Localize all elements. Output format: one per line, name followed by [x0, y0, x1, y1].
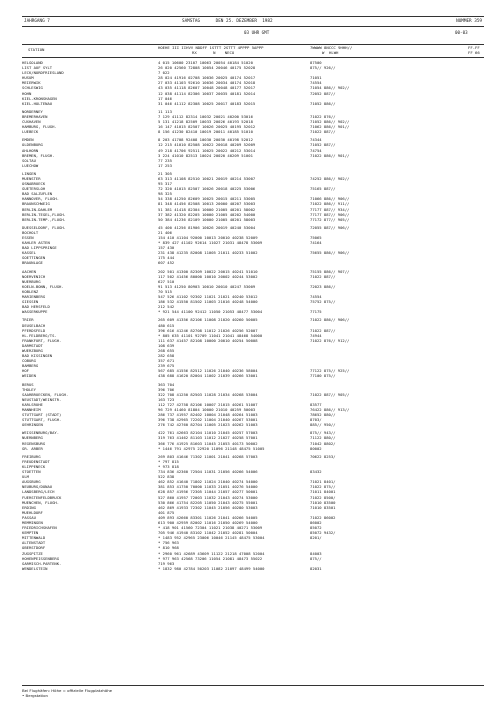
observation-data: 401 875 [158, 509, 175, 515]
observation-data: 17 253 [158, 162, 172, 168]
column-right: 7WWWW 8NCCC 9HHH// [310, 45, 353, 50]
station-name: FREIBURG [22, 453, 41, 459]
observation-data: 50 384 41236 82109 10000 21005 40201 58003 [158, 216, 256, 222]
station-name: BRAUNLAGE [22, 260, 43, 266]
station-name: HUSUM [22, 75, 34, 81]
station-name: MUEHLDORF [22, 509, 43, 515]
observation-extra: 77172 877// 905// [310, 216, 350, 222]
station-name: BRAUNSCHWEIG [22, 201, 50, 207]
table-row [22, 566, 492, 571]
observation-extra: 74252 886// 902// [310, 175, 350, 181]
observation-code: 00-03 [455, 30, 468, 35]
station-group [22, 60, 492, 106]
observation-extra: 72055 887// 906// [310, 224, 350, 230]
station-name: WEISSENBURG/BAY. [22, 430, 60, 436]
station-name: LUEBECK [22, 129, 39, 135]
observation-data: * 1446 791 42975 22920 11096 21148 48475 51005 [158, 445, 265, 451]
station-name: EMDEN [22, 137, 34, 143]
observation-data: 462 852 41640 71802 11024 21040 40274 54000 [158, 479, 258, 485]
observation-extra: 71022 886// 901// [310, 152, 350, 158]
observation-extra: 71066 886// 906// [310, 196, 350, 202]
station-name: GARMISCH-PARTENK. [22, 560, 62, 566]
volume-label: JAHRGANG 7 [24, 19, 50, 24]
station-name: HL.FELDBERG/TS. [22, 332, 57, 338]
table-row [22, 422, 492, 427]
observation-data: 265 609 41356 82106 11008 21020 40260 50005 [158, 317, 258, 323]
observation-extra: 80002 [310, 445, 322, 451]
station-name: OLDENBURG [22, 142, 43, 148]
observation-extra: 82031 [310, 565, 322, 571]
observation-data: 28 024 41916 02708 10036 20025 40174 52017 [158, 75, 256, 81]
station-name: BERLIN-DAHLEM [22, 206, 53, 212]
table-row [22, 101, 492, 106]
observation-data: 112 727 42758 82106 10007 21015 40261 51007 [158, 401, 258, 407]
station-name: MITTENWALD [22, 535, 46, 541]
observation-data: 462 869 41933 72302 11045 21056 40280 53003 [158, 504, 258, 510]
column-header [22, 44, 484, 58]
observation-extra: 71122 880// [310, 435, 336, 441]
station-name: BREMERHAVEN [22, 113, 48, 119]
observation-data: 117 502 41456 80000 10010 20002 40244 53002 [158, 273, 258, 279]
observation-data: 239 675 [158, 363, 175, 369]
station-group [22, 382, 492, 428]
station-name: NOERVENICH [22, 273, 46, 279]
observation-extra: 86002 [310, 519, 322, 525]
observation-data: 45 400 41256 81906 10026 20019 40240 53004 [158, 224, 256, 230]
observation-data: 95 317 [158, 181, 172, 187]
observation-extra: 84003 [310, 550, 322, 556]
station-table [22, 60, 492, 574]
station-name: STUTTGART, FLUGH. [22, 417, 62, 423]
station-name: FRANKFURT, FLUGH. [22, 337, 62, 343]
station-name: NEUSTADT/WEINSTR. [22, 396, 62, 402]
observation-extra: 75065 [310, 235, 322, 240]
station-name: MUENSTER [22, 175, 41, 181]
station-name: COBURG [22, 358, 36, 364]
station-name: AUGSBURG [22, 479, 41, 485]
observation-data: 202 501 41300 82309 10022 20015 40241 51010 [158, 268, 258, 274]
observation-data: 8 203 41708 92408 10030 20030 40198 52012 [158, 137, 253, 143]
observation-data: 366 776 41925 81603 11045 21053 40173 50002 [158, 440, 258, 446]
date-label: SAMSTAG DEN 25. DEZEMBER 1982 [182, 19, 273, 24]
observation-extra: 75155 886// 907// [310, 268, 350, 274]
observation-data: 705 946 41940 83102 11042 21052 40281 50004 [158, 530, 258, 536]
station-name: KEMPTEN [22, 530, 39, 536]
observation-data: 21 406 [158, 229, 172, 235]
observation-data: 527 860 41957 72003 11032 21043 40274 53000 [158, 494, 258, 500]
observation-data: 396 738 42965 72202 11004 21040 40267 53001 [158, 417, 258, 423]
observation-extra: 71022 86002 [310, 514, 336, 520]
station-group [22, 454, 492, 571]
observation-time: 03 UHR GMT [244, 30, 270, 35]
observation-data: 269 803 41646 71302 11001 21041 40268 57003 [158, 453, 258, 459]
observation-data: 607 452 [158, 260, 175, 266]
station-name: SOLTAU [22, 157, 36, 163]
observation-extra: 70622 8253/ [310, 453, 336, 459]
observation-data: 70 515 [158, 288, 172, 294]
observation-data: 613 900 42959 82002 11016 21050 40269 54000 [158, 519, 258, 525]
observation-extra: 71022 875// [310, 484, 336, 490]
observation-extra: 72052 887// [310, 90, 336, 96]
station-name: MEIERWIK [22, 80, 41, 86]
observation-data: 7 129 41112 82314 10032 20021 40200 53016 [158, 113, 253, 119]
station-name: SCHLESWIG [22, 85, 43, 91]
station-name: HOHN [22, 90, 32, 96]
station-name: NORDERNEY [22, 108, 43, 114]
observation-extra: 71022 876// 912// [310, 337, 350, 343]
observation-data: 5 131 41218 82509 10033 20026 40193 52018 [158, 119, 253, 125]
station-name: ALTENSTADT [22, 540, 46, 546]
observation-data: 396 706 [158, 386, 175, 392]
observation-data: 357 671 [158, 358, 175, 364]
station-name: LINGEN [22, 170, 36, 176]
station-name: FUERSTENFELDBRUCK [22, 494, 62, 500]
station-name: BREMEN, FLUGH. [22, 152, 55, 158]
observation-data: 276 742 42760 82704 11005 21023 40262 51003 [158, 422, 258, 428]
observation-extra: 74754 [310, 147, 322, 153]
observation-data: * 797 815 [158, 458, 179, 464]
observation-data: 231 438 41235 82008 11005 21011 40233 51002 [158, 250, 258, 256]
station-group [22, 109, 492, 134]
observation-data: * 1483 952 42965 23006 10046 21145 48475 53004 [158, 535, 265, 541]
observation-data: 268 655 [158, 347, 175, 353]
observation-data: 480 615 [158, 322, 175, 328]
observation-extra: 71052 886// 902// [310, 119, 350, 125]
observation-data: 16 147 41015 82507 10026 20025 40195 52012 [158, 124, 256, 130]
observation-data: 72 320 41015 82507 10026 20018 40225 53006 [158, 186, 256, 192]
station-name: KIEL-HOLTENAU [22, 100, 53, 106]
observation-extra: 83432 [310, 469, 322, 475]
station-name: LIST AUF SYLT [22, 65, 53, 71]
observation-data: 381 853 41750 70000 11033 21051 40276 54000 [158, 484, 258, 490]
observation-data: 212 542 [158, 304, 175, 310]
observation-extra: 71022 886// 906// [310, 317, 350, 323]
station-name: HOF [22, 368, 29, 374]
observation-data: 37 382 41320 82205 10000 21005 40202 54000 [158, 211, 256, 217]
observation-data: 322 708 41250 82503 11028 21034 40268 53004 [158, 391, 258, 397]
observation-data: * 973 818 [158, 463, 179, 469]
observation-extra: 74944 [310, 332, 322, 338]
observation-extra: 71011 84001 [310, 489, 336, 495]
footer [22, 688, 112, 698]
observation-extra: 74344 [310, 137, 322, 143]
station-group [22, 430, 492, 450]
station-name: ESSEN [22, 235, 34, 240]
station-name: BAD LIPPSPRINGE [22, 245, 57, 251]
observation-data: * 2960 961 42689 43609 11122 21218 47008 52004 [158, 550, 265, 556]
observation-extra: 75655 886// 906// [310, 250, 350, 256]
observation-data: * 977 963 42568 73206 11054 21081 48473 55022 [158, 555, 263, 561]
observation-extra: 72023 886// [310, 283, 336, 289]
observation-extra: 77175 [310, 309, 322, 315]
observation-data: 96 729 41460 81804 10000 21010 40259 50003 [158, 407, 256, 412]
observation-extra: 78652 880// [310, 412, 336, 418]
observation-extra: 71010 83501 [310, 504, 336, 510]
observation-extra: 77177 887// 906// [310, 211, 350, 217]
observation-data: 111 637 41457 82108 10000 20010 40254 50008 [158, 337, 258, 343]
observation-data: 12 215 41010 82508 10022 20018 40209 52009 [158, 142, 256, 148]
station-name: LANDSBERG/LECH [22, 489, 55, 495]
station-name: NEUBURG/DONAU [22, 484, 53, 490]
table-row [22, 163, 492, 168]
station-name: KAHLER ASTEN [22, 240, 50, 246]
observation-data: 21 305 [158, 170, 172, 176]
observation-data: 81 348 41456 82508 10013 20000 40207 53003 [158, 201, 256, 207]
station-name: HOHENPEISSENBERG [22, 555, 60, 561]
station-group [22, 171, 492, 222]
station-name: KLIPPENECK [22, 463, 46, 469]
observation-data: 51 381 41418 82304 10000 21005 40201 58002 [158, 206, 256, 212]
observation-data: 319 763 41462 81103 11012 21027 40258 57001 [158, 435, 258, 441]
observation-extra: 71054 886// 902// [310, 85, 350, 91]
observation-data: 27 033 41103 92610 10036 20034 40174 52018 [158, 80, 256, 86]
observation-data: 396 616 41246 82708 11012 21026 40256 52007 [158, 327, 258, 333]
station-name: BAMBERG [22, 363, 39, 369]
observation-extra: 71022 8500/ [310, 494, 336, 500]
column-extra: FF-FF [468, 45, 480, 50]
column-data: HOEHE III IIHVV NDDFF 1STTT 2STTT 4PPPP 5APPP [158, 45, 264, 50]
observation-extra: 71052 887// [310, 142, 336, 148]
observation-data: 282 658 [158, 353, 175, 359]
station-name: DARMSTADT [22, 342, 43, 348]
observation-data: 11 113 [158, 108, 172, 114]
observation-data: 175 444 [158, 255, 175, 261]
column-right-sub: W HLWH [322, 50, 339, 55]
station-name: MANNHEIM [22, 407, 41, 412]
observation-data: 409 893 42660 83301 11026 21041 40266 54005 [158, 514, 258, 520]
observation-extra: 875// 943// [310, 430, 336, 436]
footer-note-mountain: • Bergstation [22, 693, 48, 698]
observation-data: 12 038 41114 82306 10037 20035 40181 52014 [158, 90, 256, 96]
station-group [22, 225, 492, 266]
observation-extra: 71022 887// 905// [310, 391, 350, 397]
station-name: FRIEDRICHSHAFEN [22, 525, 57, 531]
observation-data: * 1832 980 42784 50203 11082 21097 48499 54000 [158, 565, 265, 571]
issue-number: NUMMER 359 [456, 19, 482, 24]
observation-extra: 71010 83500 [310, 499, 336, 505]
table-row [22, 373, 492, 378]
station-name: LECK/NORDFRIESLAND [22, 70, 64, 76]
station-name: GUETERSLOH [22, 186, 46, 192]
observation-data: 627 510 [158, 278, 175, 284]
station-name: AACHEN [22, 268, 36, 274]
observation-data: 154 410 41104 92000 10013 20010 40238 52009 [158, 235, 258, 240]
observation-data: 628 857 41956 72305 11044 21057 40277 50001 [158, 489, 258, 495]
observation-extra: 75165 887// [310, 186, 336, 192]
observation-extra: 71022 887// [310, 273, 336, 279]
observation-extra: 74554 [310, 80, 322, 86]
station-name: DUESSELDORF, FLUGH. [22, 224, 66, 230]
observation-extra: 71021 8401/ [310, 479, 336, 485]
observation-extra: 74554 [310, 294, 322, 300]
observation-data: 49 218 41706 92511 10025 20022 40212 53014 [158, 147, 256, 153]
station-name: GR. ARBER [22, 445, 43, 451]
station-name: HELGOLAND [22, 60, 43, 65]
station-name: WASSERKUPPE [22, 309, 48, 315]
station-name: PFERDSFELD [22, 327, 46, 333]
station-name: DEUSELBACH [22, 322, 46, 328]
station-name: KASSEL [22, 250, 36, 256]
observation-extra: 71062 886// 901// [310, 124, 350, 130]
observation-data: 54 338 41250 82609 10025 20015 40211 53005 [158, 196, 256, 202]
observation-extra: 77122 875// 925// [310, 368, 350, 374]
observation-extra: 875// 926// [310, 65, 336, 71]
observation-data: 567 685 41556 82512 11026 21040 40236 58004 [158, 368, 258, 374]
observation-data: 4 015 10600 23107 10063 20054 40184 51020 [158, 60, 253, 65]
observation-data: 530 866 41754 82205 11050 21043 40275 55001 [158, 499, 258, 505]
station-group [22, 317, 492, 378]
observation-data: * 810 968 [158, 545, 179, 551]
column-extra-sub: FF 66 [468, 50, 480, 55]
station-name: MARIENBERG [22, 294, 46, 300]
observation-extra: 85072 9432/ [310, 530, 336, 536]
observation-data: 186 532 41550 81502 11003 21016 40248 54000 [158, 299, 258, 305]
observation-data: * 839 427 41102 92614 11027 21031 48478 53009 [158, 240, 263, 246]
observation-extra: 75752 875// [310, 299, 336, 305]
station-name: KARLSRUHE [22, 401, 43, 407]
observation-data: 719 963 [158, 560, 175, 566]
observation-data: 522 838 [158, 474, 175, 480]
station-name: KOBLENZ [22, 288, 39, 294]
observation-data: 8 156 41230 82410 10019 20011 40185 51010 [158, 129, 253, 135]
observation-data: 157 430 [158, 245, 175, 251]
observation-data: 286 737 41957 82402 10004 21048 40264 51003 [158, 412, 258, 418]
station-name: NUERNBERG [22, 435, 43, 441]
observation-data: 26 020 42560 72808 10054 20046 40175 52028 [158, 65, 256, 71]
station-name: MEMMINGEN [22, 519, 43, 525]
station-name: STUTTGART (STADT) [22, 412, 62, 418]
station-name: BAD HERSFELD [22, 304, 50, 310]
observation-data: 363 704 [158, 381, 175, 387]
observation-data: 108 639 [158, 342, 175, 348]
observation-data: 77 235 [158, 157, 172, 163]
observation-data: 91 513 41250 80903 10010 20010 40247 53009 [158, 283, 256, 289]
observation-data: 3 224 41010 82513 10024 20020 40209 51001 [158, 152, 253, 158]
observation-extra: 87500 [310, 60, 322, 65]
observation-extra: 71051 [310, 75, 322, 81]
observation-extra: 8201/ [310, 535, 322, 541]
observation-data: 98 325 [158, 191, 172, 197]
document-header [22, 16, 484, 27]
station-name: NUERBURG [22, 278, 41, 284]
observation-data: 422 761 42663 82104 11010 21045 40257 57003 [158, 430, 258, 436]
station-name: THOLEY [22, 386, 36, 392]
observation-extra: 875// [310, 555, 322, 561]
observation-data: 163 723 [158, 396, 175, 402]
observation-data: * 921 544 41100 92412 11050 21053 48477 53004 [158, 309, 263, 315]
station-name: OBERSTDORF [22, 545, 46, 551]
observation-data: 438 688 41620 82004 11002 21039 40266 53001 [158, 373, 258, 379]
station-name: GOETTINGEN [22, 255, 46, 261]
observation-data: 43 035 41118 82607 10048 20048 40177 52017 [158, 85, 256, 91]
station-group [22, 137, 492, 168]
observation-data: * 418 901 41560 72304 11021 21038 40271 53009 [158, 525, 263, 531]
station-name: KOELN-BONN, FLUGH. [22, 283, 64, 289]
observation-data: 17 046 [158, 95, 172, 101]
table-row [22, 217, 492, 222]
station-name: HAMBURG, FLUGH. [22, 124, 57, 130]
station-name: KIEL-KRONSHAGEN [22, 95, 57, 101]
station-name: BERLIN-TEGEL,FLUGH. [22, 211, 66, 217]
observation-extra: 83577 [310, 401, 322, 407]
observation-extra: 885// 950// [310, 422, 336, 428]
table-row [22, 260, 492, 265]
observation-extra: 71022 887// [310, 327, 336, 333]
observation-data: 734 836 42360 72504 11031 21056 40266 54006 [158, 469, 258, 475]
station-name: STOETTEN [22, 469, 41, 475]
footer-rule [22, 685, 484, 686]
station-name: BAD KISSINGEN [22, 353, 53, 359]
observation-data: 63 313 41108 82510 10021 20019 40214 53007 [158, 175, 256, 181]
station-name: LUECHOW [22, 162, 39, 168]
observation-extra: 77177 887// 934// [310, 206, 350, 212]
observation-extra: 74164 [310, 240, 322, 246]
station-name: SAARBRUECKEN, FLUGH. [22, 391, 69, 397]
observation-extra: 71022 876// [310, 113, 336, 119]
observation-extra: 71022 886// 911// [310, 201, 350, 207]
table-row [22, 446, 492, 451]
station-name: WENDELSTEIN [22, 565, 48, 571]
table-row [22, 309, 492, 314]
station-name: BERUS [22, 381, 34, 387]
station-name: MUENCHEN, FLUGH. [22, 499, 60, 505]
station-name: ULM [22, 474, 29, 480]
column-station: STATION [28, 47, 45, 52]
station-name: BERLIN-TEMP.,FLUGH. [22, 216, 66, 222]
observation-extra: 76422 886// 913// [310, 407, 350, 412]
station-name: ZUGSPITZE [22, 550, 43, 556]
table-row [22, 129, 492, 134]
station-name: AHLHORN [22, 147, 39, 153]
station-name: FREUDENSTADT [22, 458, 50, 464]
observation-data: * 805 635 41101 92709 11041 21041 48468 54000 [158, 332, 263, 338]
station-name: TRIER [22, 317, 34, 323]
station-name: ERDING [22, 504, 36, 510]
observation-extra: 71052 886// [310, 100, 336, 106]
observation-extra: 77100 875// [310, 373, 336, 379]
station-name: WUERZBURG [22, 347, 43, 353]
column-data-sub: RX N NECO [192, 50, 235, 55]
observation-extra: 85072 [310, 525, 322, 531]
station-name: GIESSEN [22, 299, 39, 305]
station-name: CUXHAVEN [22, 119, 41, 125]
observation-data: 547 526 41102 92302 11021 21021 40240 53012 [158, 294, 258, 300]
station-group [22, 269, 492, 315]
observation-data: 31 046 41112 82308 10025 20017 40183 52015 [158, 100, 256, 106]
station-name: OSNABRUECK [22, 181, 46, 187]
station-name: REGENSBURG [22, 440, 46, 446]
footer-note-airport: Bei Flughäfen: Höhe = offizielle Flugplatzhöhe [22, 688, 113, 693]
observation-extra: 71022 887// [310, 129, 336, 135]
station-name: OEHRINGEN [22, 422, 43, 428]
observation-data: 7 022 [158, 70, 170, 76]
station-name: BOCHOLT [22, 229, 39, 235]
observation-extra: 71042 8802/ [310, 440, 336, 446]
station-name: HANNOVER, FLUGH. [22, 196, 60, 202]
station-name: WEIDEN [22, 373, 36, 379]
observation-data: * 756 963 [158, 540, 179, 546]
station-name: PASSAU [22, 514, 36, 520]
observation-extra: 8703/ [310, 417, 322, 423]
station-name: BAD SALZUFLEN [22, 191, 53, 197]
